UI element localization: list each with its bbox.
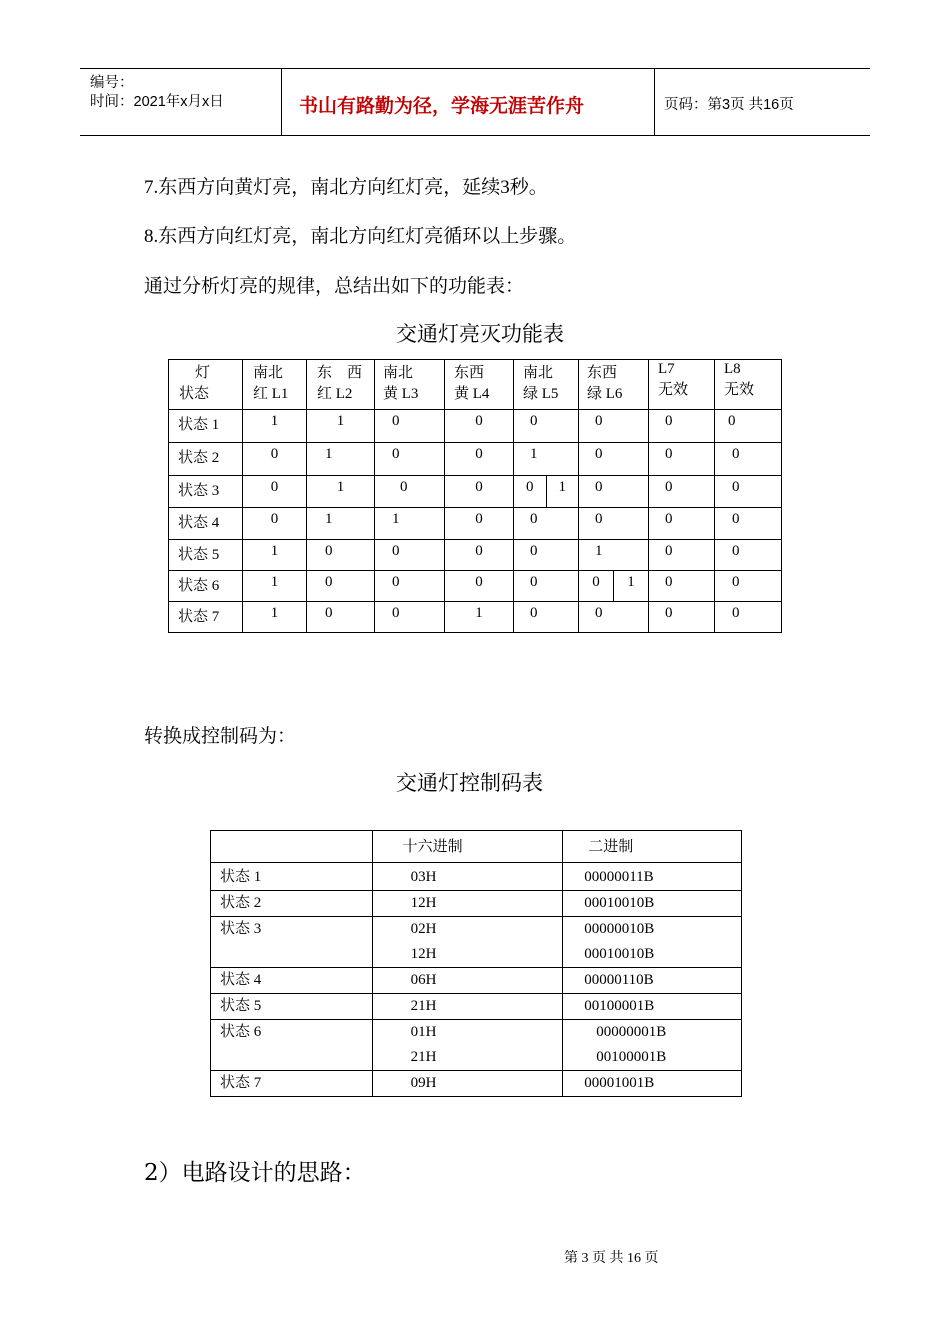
state-label: 状态 3 [178,483,220,499]
table-row [211,891,742,917]
bin-value: 00000011B [584,869,654,885]
hex-value: 12H [410,895,437,911]
paragraph-step-7: 7.东西方向黄灯亮，南北方向红灯亮，延续3秒。 [144,177,548,198]
cell-value: 0 [392,574,400,590]
cell-value: 0 [595,511,603,527]
table-row [169,443,782,476]
state-label: 状态 3 [220,921,262,937]
column-header-l4: 东西 黄 L4 [445,360,514,410]
cell-value: 1 [392,511,400,527]
state-label: 状态 4 [220,972,262,988]
state-label: 状态 1 [178,417,220,433]
hex-value: 09H [410,1075,437,1091]
cell-value: 0 [530,413,538,429]
state-label: 状态 5 [220,998,262,1014]
cell-value: 0 [400,479,408,495]
bin-header: 二进制 [588,839,634,855]
hex-value: 06H [410,972,437,988]
state-label: 状态 7 [220,1075,262,1091]
table-row [169,602,782,633]
hex-value: 21H [410,1049,437,1065]
header-page-label: 页码：第3页 共16页 [664,97,794,113]
cell-value: 0 [728,413,736,429]
function-table [168,359,782,633]
cell-value: 1 [270,574,279,590]
cell-value: 0 [475,543,483,559]
cell-value: 0 [530,605,538,621]
state-label: 状态 7 [178,609,220,625]
state-label: 状态 2 [220,895,262,911]
hex-header: 十六进制 [402,839,463,855]
cell-value: 0 [732,446,740,462]
document-number-label: 编号： [90,75,134,91]
cell-value: 0 [475,413,483,429]
header-corner-cell [169,360,243,410]
cell-value: 0 [392,446,400,462]
cell-value: 1 [270,605,279,621]
table-row [211,968,742,994]
header-motto: 书山有路勤为径，学海无涯苦作舟 [299,95,585,117]
state-label: 状态 4 [178,515,220,531]
corner-line2: 状态 [179,386,210,402]
state-label: 状态 6 [178,578,220,594]
cell-value: 0 [732,479,740,495]
cell-value: 0 [392,543,400,559]
hex-value: 01H [410,1024,437,1040]
section-heading-circuit-design: 2）电路设计的思路： [144,1160,366,1186]
cell-value: 0 [665,574,673,590]
header-divider-left [281,68,282,136]
hex-value: 02H [410,921,437,937]
cell-value: 0 [325,574,333,590]
cell-value: 0 [270,511,279,527]
bin-value: 00100001B [596,1049,667,1065]
cell-value: 0 [530,574,538,590]
bin-value: 00010010B [584,946,655,962]
table-row [169,410,782,443]
code-table-title: 交通灯控制码表 [396,771,543,795]
cell-value: 0 [595,479,603,495]
cell-value: 1 [475,605,483,621]
cell-value: 0 [732,574,740,590]
table-row [169,476,782,508]
cell-value: 0 [595,446,603,462]
column-header-l6: 东西 绿 L6 [579,360,649,410]
header-divider-right [654,68,655,136]
cell-value: 0 [475,511,483,527]
cell-value: 0 [665,446,673,462]
state-label: 状态 2 [178,450,220,466]
cell-value: 0 [270,479,279,495]
cell-value: 0 [475,479,483,495]
cell-value: 1 [336,479,345,495]
state-label: 状态 6 [220,1024,262,1040]
cell-value: 1 [595,543,603,559]
cell-value: 0 [595,605,603,621]
table-row [211,917,742,968]
state-label: 状态 1 [220,869,262,885]
hex-value: 21H [410,998,437,1014]
column-header-l1: 南北 红 L1 [243,360,307,410]
cell-value: 1 [270,543,279,559]
cell-value: 0 [325,543,333,559]
bin-value: 00000010B [584,921,655,937]
paragraph-convert: 转换成控制码为： [144,726,297,747]
cell-value: 0 [665,543,673,559]
cell-value: 0 [325,605,333,621]
cell-value: 1 [530,446,538,462]
column-header-l5: 南北 绿 L5 [514,360,579,410]
column-header-l3: 南北 黄 L3 [375,360,445,410]
table-row [211,994,742,1020]
cell-value: 0 [665,413,673,429]
function-table-header-row [169,360,782,410]
document-time-label: 时间：2021年x月x日 [90,94,224,110]
cell-value: 1 [336,413,345,429]
function-table-title: 交通灯亮灭功能表 [396,322,564,346]
page-footer: 第 3 页 共 16 页 [564,1251,659,1266]
table-row [211,863,742,891]
column-header-l2: 东 西 红 L2 [307,360,375,410]
paragraph-step-8: 8.东西方向红灯亮，南北方向红灯亮循环以上步骤。 [144,226,577,247]
split-cell-l5: 0 1 [514,476,578,507]
split-cell-l6: 0 1 [579,571,648,601]
bin-value: 00000001B [596,1024,667,1040]
hex-value: 03H [410,869,437,885]
bin-value: 00100001B [584,998,655,1014]
table-row [169,508,782,540]
cell-value: 1 [325,511,333,527]
cell-value: 0 [665,511,673,527]
header-bottom-border [80,135,870,136]
cell-value: 0 [475,446,483,462]
cell-value: 1 [325,446,333,462]
cell-value: 0 [530,543,538,559]
cell-value: 0 [732,605,740,621]
cell-value: 0 [475,574,483,590]
paragraph-summary: 通过分析灯亮的规律，总结出如下的功能表： [144,276,525,297]
state-label: 状态 5 [178,547,220,563]
hex-value: 12H [410,946,437,962]
bin-value: 00001001B [584,1075,655,1091]
table-row [211,1071,742,1097]
cell-value: 1 [270,413,279,429]
column-header-l8: L8 无效 [715,360,782,410]
code-table-header-row [211,831,742,863]
cell-value: 0 [270,446,279,462]
bin-value: 00010010B [584,895,655,911]
cell-value: 0 [530,511,538,527]
code-table [210,830,742,1097]
cell-value: 0 [392,413,400,429]
cell-value: 0 [665,479,673,495]
cell-value: 0 [732,543,740,559]
cell-value: 0 [595,413,603,429]
cell-value: 0 [665,605,673,621]
cell-value: 0 [732,511,740,527]
corner-line1: 灯 [195,365,211,381]
column-header-l7: L7 无效 [649,360,715,410]
header-top-border [80,68,870,69]
bin-value: 00000110B [584,972,654,988]
cell-value: 0 [392,605,400,621]
table-row [169,571,782,602]
table-row [169,540,782,571]
table-row [211,1020,742,1071]
